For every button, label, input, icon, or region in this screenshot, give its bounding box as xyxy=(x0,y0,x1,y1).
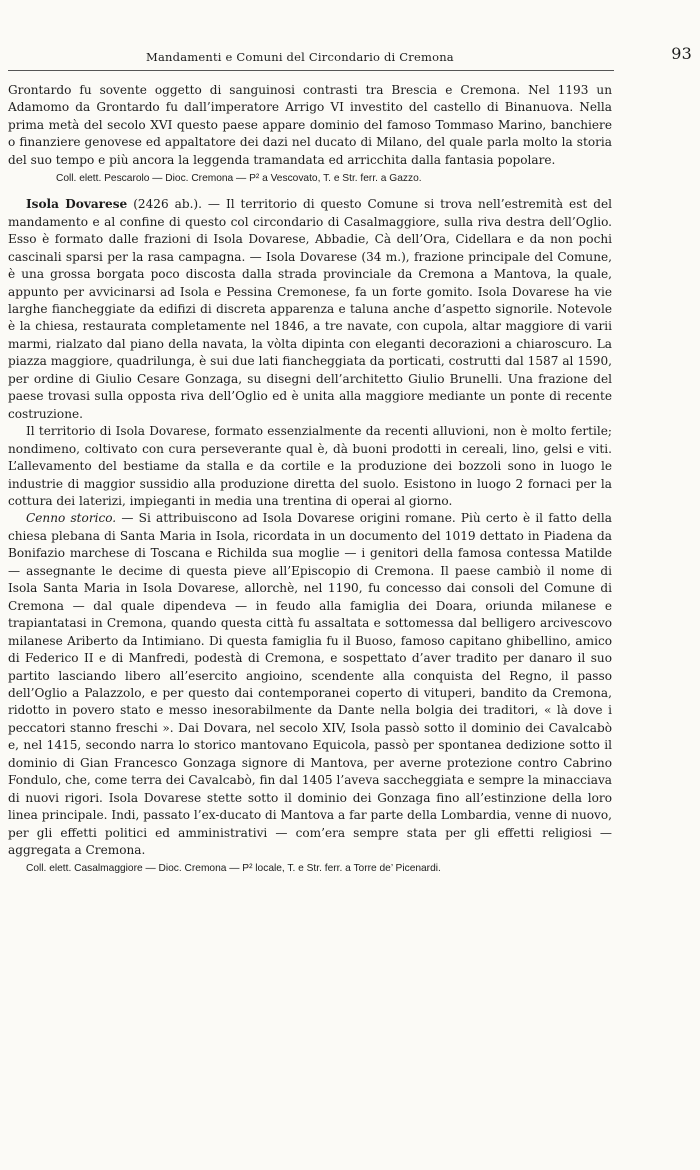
isola-note: Coll. elett. Casalmaggiore — Dioc. Cremona — P² locale, T. e Str. ferr. a Torre de’ Picenardi. xyxy=(26,863,441,875)
history-label: Cenno storico. xyxy=(26,511,117,526)
isola-heading: Isola Dovarese xyxy=(26,197,128,212)
grontardo-paragraph: Grontardo fu sovente oggetto di sanguinosi contrasti tra Brescia e Cremona. Nel 1193 un Adamomo da Grontardo fu dall’imperatore Arrigo VI investito del castello di Binanuova. Nella prima metà del secolo XVI questo paese appare dominio del famoso Tommaso Marino, banchiere o finanziere genovese ed appaltatore dei dazi nel ducato di Milano, del quale parla molto la storia del suo tempo e più ancora la leggenda tramandata ed arricchita dalla fantasia popolare. xyxy=(8,83,612,167)
grontardo-note: Coll. elett. Pescarolo — Dioc. Cremona — P² a Vescovato, T. e Str. ferr. a Gazzo. xyxy=(56,173,422,185)
running-title: Mandamenti e Comuni del Circondario di Cremona xyxy=(146,50,454,64)
page-number: 93 xyxy=(671,44,692,63)
isola-paragraph-2: Il territorio di Isola Dovarese, formato essenzialmente da recenti alluvioni, non è molto fertile; nondimeno, coltivato con cura perseverante qual è, dà buoni prodotti in cereali, lino, gelsi e viti. L’allevamento del bestiame da stalla e da cortile e la produzione dei bozzoli sono in luogo le industrie di maggior sussidio alla produzione diretta del suolo. Esistono in luogo 2 fornaci per la cottura dei laterizi, impieganti in media una trentina di operai al giorno. xyxy=(8,424,612,508)
header-rule xyxy=(8,70,614,71)
isola-population: (2426 ab.). xyxy=(133,197,202,212)
history-text: — Si attribuiscono ad Isola Dovarese origini romane. Più certo è il fatto della chiesa plebana di Santa Maria in Isola, ricordata in un documento del 1019 dettato in Piadena da Bonifazio marchese di Toscana e Richilda sua moglie — i genitori della famosa contessa Matilde — assegnante le decime di questa pieve all’Episcopio di Cremona. Il paese cambiò il nome di Isola Santa Maria in Isola Dovarese, allorchè, nel 1190, fu concesso dai consoli del Comune di Cremona — dal quale dipendeva — in feudo alla famiglia dei Doara, oriunda milanese e trapiantatasi in Cremona, quando questa città fu assaltata e sottomessa dal belligero arcivescovo milanese Ariberto da Intimiano. Di questa famiglia fu il Buoso, famoso capitano ghibellino, amico di Federico II e di Manfredi, podestà di Cremona, e sospettato d’aver tradito per danaro il suo partito lasciando libero all’esercito angioino, scendente alla conquista del Regno, il passo dell’Oglio a Palazzolo, e per questo dai contemporanei coperto di vituperi, bandito da Cremona, ridotto in povero stato e messo inesorabilmente da Dante nella bolgia dei traditori, « là dove i peccatori stanno freschi ». Dai Dovara, nel secolo XIV, Isola passò sotto il dominio dei Cavalcabò e, nel 1415, secondo narra lo storico mantovano Equicola, passò per spontanea dedizione sotto il dominio di Gian Francesco Gonzaga signore di Mantova, per averne protezione contro Cabrino Fondulo, che, come terra dei Cavalcabò, fin dal 1405 l’aveva saccheggiata e sempre la minacciava di nuovi rigori. Isola Dovarese stette sotto il dominio dei Gonzaga fino all’estinzione della loro linea principale. Indi, passato l’ex-ducato di Mantova a far parte della Lombardia, venne di nuovo, per gli effetti politici ed amministrativi — com’era sempre stata per gli effetti religiosi — aggregata a Cremona. xyxy=(8,511,612,858)
isola-paragraph-1 xyxy=(8,196,612,423)
isola-paragraph-1-text: — Il territorio di questo Comune si trova nell’estremità est del mandamento e al confine di questo col circondario di Casalmaggiore, sulla riva destra dell’Oglio. Esso è formato dalle frazioni di Isola Dovarese, Abbadie, Cà dell’Ora, Cidellara e da non pochi cascinali sparsi per la rasa campagna. — Isola Dovarese (34 m.), frazione principale del Comune, è una grossa borgata poco discosta dalla strada provinciale da Cremona a Mantova, la quale, appunto per avvicinarsi ad Isola e Pessina Cremonese, fa un forte gomito. Isola Dovarese ha vie larghe fiancheggiate da edifizi di discreta apparenza e taluna anche d’aspetto signorile. Notevole è la chiesa, restaurata completamente nel 1846, a tre navate, con cupola, altar maggiore di varii marmi, rialzato dal piano della navata, la vòlta dipinta con eleganti decorazioni a chiaroscuro. La piazza maggiore, quadrilunga, è sui due lati fiancheggiata da porticati, costrutti dal 1587 al 1590, per ordine di Giulio Cesare Gonzaga, su disegni dell’architetto Giulio Brunelli. Una frazione del paese trovasi sulla opposta riva dell’Oglio ed è unita alla maggiore mediante un ponte di recente costruzione. xyxy=(8,197,612,421)
isola-history-paragraph xyxy=(8,510,612,859)
body-text xyxy=(8,82,612,886)
